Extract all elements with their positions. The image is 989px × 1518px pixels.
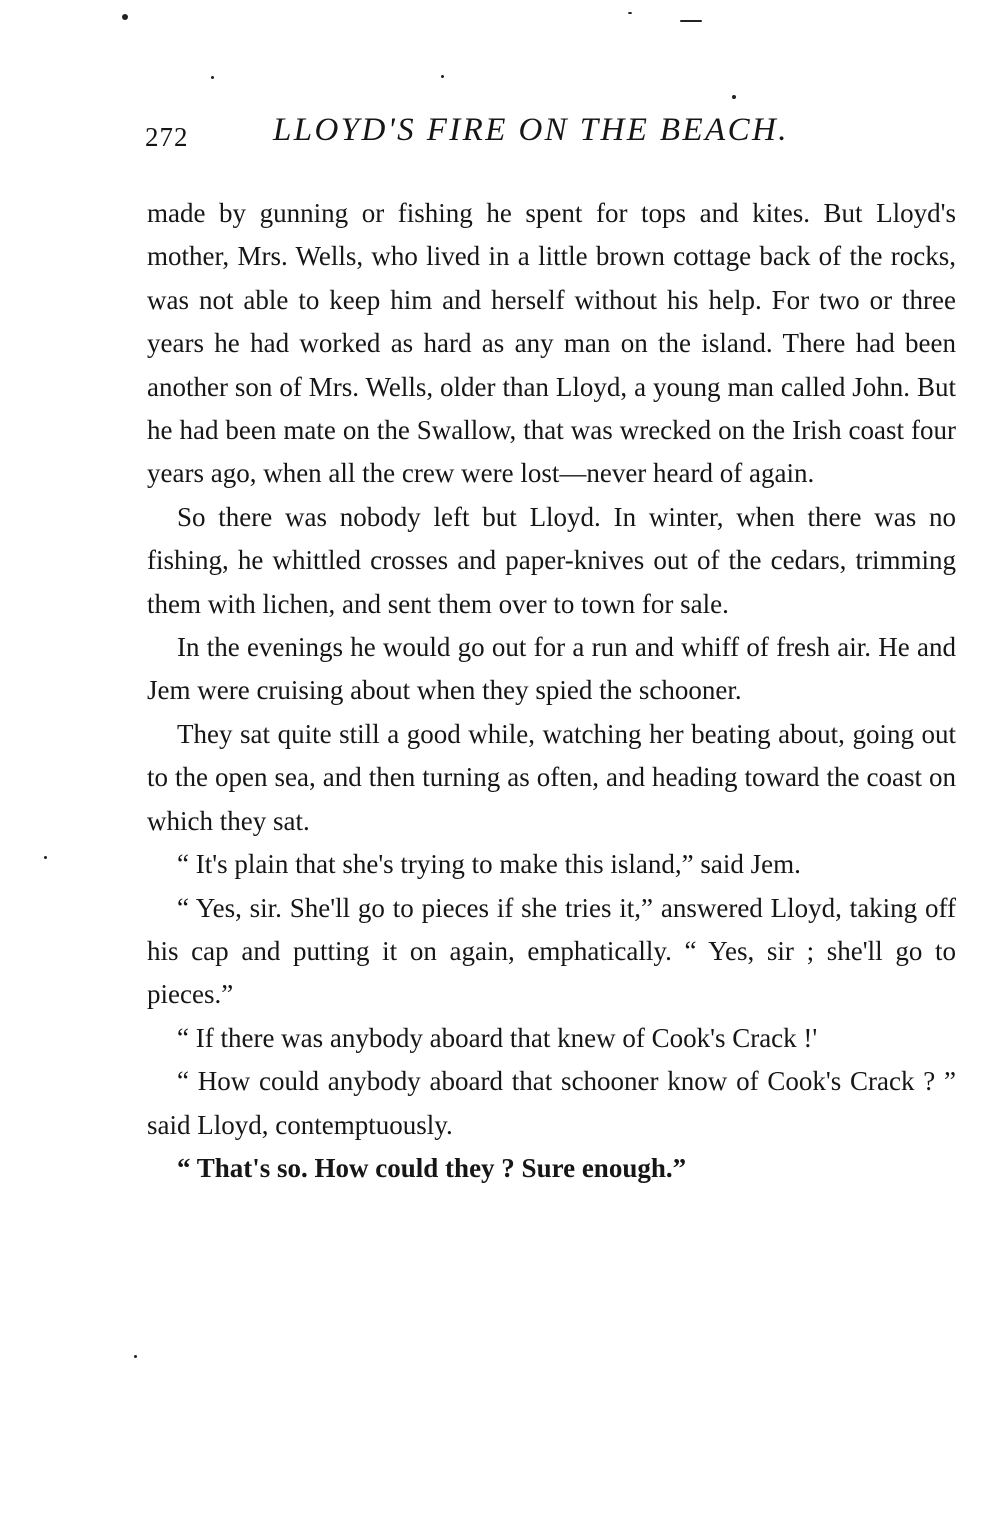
ink-speck [628,12,632,14]
paragraph: made by gunning or fishing he spent for tops and kites. But Lloyd's mother, Mrs. Wells, who lived in a little brown cottage back of the rocks, was not able to keep him and herself without his help. For two or three years he had worked as hard as any man on the island. There had been another son of Mrs. Wells, older than Lloyd, a young man called John. But he had been mate on the Swallow, that was wrecked on the Irish coast four years ago, when all the crew were lost—never heard of again. [147,198,956,489]
ink-speck [122,14,128,20]
page-number: 272 [145,122,189,152]
ink-speck [211,76,214,79]
ink-speck [441,75,444,78]
running-title: LLOYD'S FIRE ON THE BEACH. [273,112,789,148]
paragraph: “ How could anybody aboard that schooner know of Cook's Crack ? ” said Lloyd, contemptuously. [147,1066,956,1140]
paragraph: “ If there was anybody aboard that knew of Cook's Crack !' [177,1022,818,1053]
paragraph: They sat quite still a good while, watching her beating about, going out to the open sea, and then turning as often, and heading toward the coast on which they sat. [147,718,956,836]
paragraph: “ Yes, sir. She'll go to pieces if she tries it,” answered Lloyd, taking off his cap and putting it on again, emphatically. “ Yes, sir ; she'll go to pieces.” [147,892,956,1010]
ink-speck [680,20,702,22]
paragraph: “ It's plain that she's trying to make this island,” said Jem. [177,849,801,880]
ink-speck [44,856,47,859]
ink-speck [732,95,736,99]
paragraph: In the evenings he would go out for a run and whiff of fresh air. He and Jem were cruising about when they spied the schooner. [147,632,956,706]
paragraph: So there was nobody left but Lloyd. In winter, when there was no fishing, he whittled crosses and paper-knives out of the cedars, trimming them with lichen, and sent them over to town for sale. [147,501,956,619]
page-header [145,112,975,160]
body-text [147,192,956,1190]
paragraph: “ That's so. How could they ? Sure enough.” [177,1152,687,1183]
ink-speck [134,1355,137,1358]
